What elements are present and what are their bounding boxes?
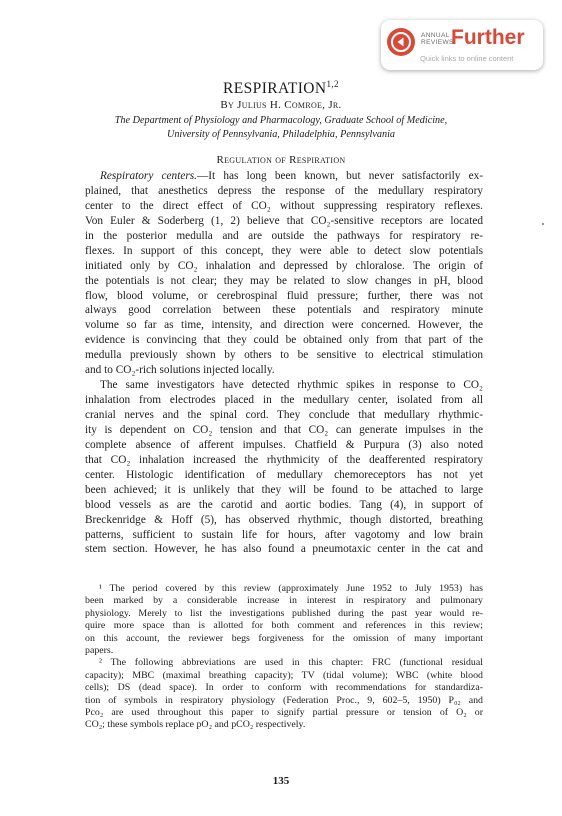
title-text: RESPIRATION: [223, 80, 327, 98]
margin-speck: [542, 223, 544, 225]
footnote-line: quire more space than is allotted for both comment and references in this review;: [85, 620, 483, 632]
body-line: volume so far as time, intensity, and direction were concerned. However, the: [85, 319, 483, 332]
body-line: evidence is convincing that they could be obtained only from that part of the: [85, 334, 483, 347]
author-line: By Julius H. Comroe, Jr.: [220, 99, 342, 111]
body-line: in the posterior medulla and are outside the pathways for respiratory re-: [85, 229, 483, 242]
badge-subtitle: Quick links to online content: [420, 54, 514, 63]
body-line: inhalation from electrodes placed in the medullary center, isolated from all: [85, 394, 483, 407]
body-text: [85, 169, 483, 557]
body-line: center to the direct effect of CO₂ without suppressing respiratory reflexes.: [85, 199, 483, 212]
body-line: patterns, sufficient to sustain life for hours, after vagotomy and low brain: [85, 528, 483, 541]
body-line: plained, that anesthetics depress the response of the medullary respiratory: [85, 184, 483, 197]
body-line: flow, blood volume, or cerebrospinal fluid pressure; further, there was not: [85, 289, 483, 302]
body-line: Von Euler & Soderberg (1, 2) believe that CO₂-sensitive receptors are located: [85, 214, 483, 227]
badge-further-label: Further: [451, 26, 525, 49]
body-line: complete absence of afferent impulses. Chatfield & Purpura (3) also noted: [85, 438, 483, 451]
badge-reviews-label: REVIEWS: [421, 39, 454, 46]
body-line: the potentials is not clear; they may be related to slow changes in pH, blood: [85, 274, 483, 287]
body-line: always good correlation between these potentials and respiratory minute: [85, 304, 483, 317]
footnote-line: CO₂; these symbols replace pO₂ and pCO₂ respectively.: [85, 719, 306, 731]
body-line: The same investigators have detected rhythmic spikes in response to CO₂: [100, 379, 483, 392]
footnote-line: on this account, the reviewer begs forgiveness for the omission of many important: [85, 632, 483, 644]
body-line: blood vessels as are the carotid and aortic bodies. Tang (4), in support of: [85, 498, 483, 511]
body-line: initiated only by CO₂ inhalation and depressed by chloralose. The origin of: [85, 259, 483, 272]
body-line: ity is dependent on CO₂ tension and that CO₂ can generate impulses in the: [85, 423, 483, 436]
affiliation-line: University of Pennsylvania, Philadelphia, Pennsylvania: [166, 129, 396, 140]
body-line: flexes. In support of this concept, they were able to detect slow potentials: [85, 244, 483, 257]
body-line: been achieved; it is unlikely that they will be found to be attached to large: [85, 483, 483, 496]
footnote-line: physiology. Merely to list the investigations published during the past year would re-: [85, 607, 483, 619]
body-line: cranial nerves and the spinal cord. They conclude that medullary rhythmic-: [85, 409, 483, 421]
body-line: stem section. However, he has also found a pneumotaxic center in the cat and: [85, 543, 483, 556]
footnotes: [85, 583, 483, 732]
play-arrow-icon: [387, 28, 415, 56]
page-number: 135: [272, 775, 290, 787]
body-line: center. Histologic identification of medullary chemoreceptors has not yet: [85, 468, 483, 481]
footnote-line: tion of symbols in respiratory physiology (Federation Proc., 9, 602–5, 1950) P₀₂ and: [85, 694, 483, 706]
body-line: [85, 169, 483, 184]
body-line: that CO₂ inhalation increased the rhythmicity of the deafferented respiratory: [85, 453, 483, 466]
body-line: medulla previously shown by others to be sensitive to electrical stimulation: [85, 349, 483, 362]
annual-reviews-further-badge[interactable]: [381, 20, 543, 70]
footnote-line: ¹ The period covered by this review (approximately June 1952 to July 1953) has: [99, 583, 483, 594]
footnote-line: papers.: [85, 644, 114, 656]
affiliation-line: The Department of Physiology and Pharmacology, Graduate School of Medicine,: [114, 115, 448, 126]
body-line-text: —It has long been known, but never satisfactorily ex-: [196, 170, 483, 182]
footnote-line: capacity); MBC (maximal breathing capacity); TV (tidal volume); WBC (white blood: [85, 669, 483, 681]
body-line: and to CO₂-rich solutions injected locally.: [85, 364, 275, 377]
affiliation: [80, 114, 482, 142]
title-footnote-marks: 1,2: [326, 79, 339, 89]
footnote-line: ² The following abbreviations are used in this chapter: FRC (functional residual: [99, 657, 483, 669]
footnote-line: been marked by a considerable increase in interest in respiratory and pulmonary: [85, 595, 483, 607]
run-in-heading: Respiratory centers.: [100, 170, 197, 182]
section-heading: Regulation of Respiration: [216, 154, 346, 166]
badge-annual-label: ANNUAL: [421, 32, 450, 39]
body-line: Breckenridge & Hoff (5), has observed rhythmic, though distorted, breathing: [85, 513, 483, 526]
footnote-line: Pco₂ are used throughout this paper to signify partial pressure or tension of O₂ or: [85, 706, 483, 718]
footnote-line: cells); DS (dead space). In order to conform with recommendations for standardiza-: [85, 682, 483, 694]
article-title: [0, 75, 562, 98]
